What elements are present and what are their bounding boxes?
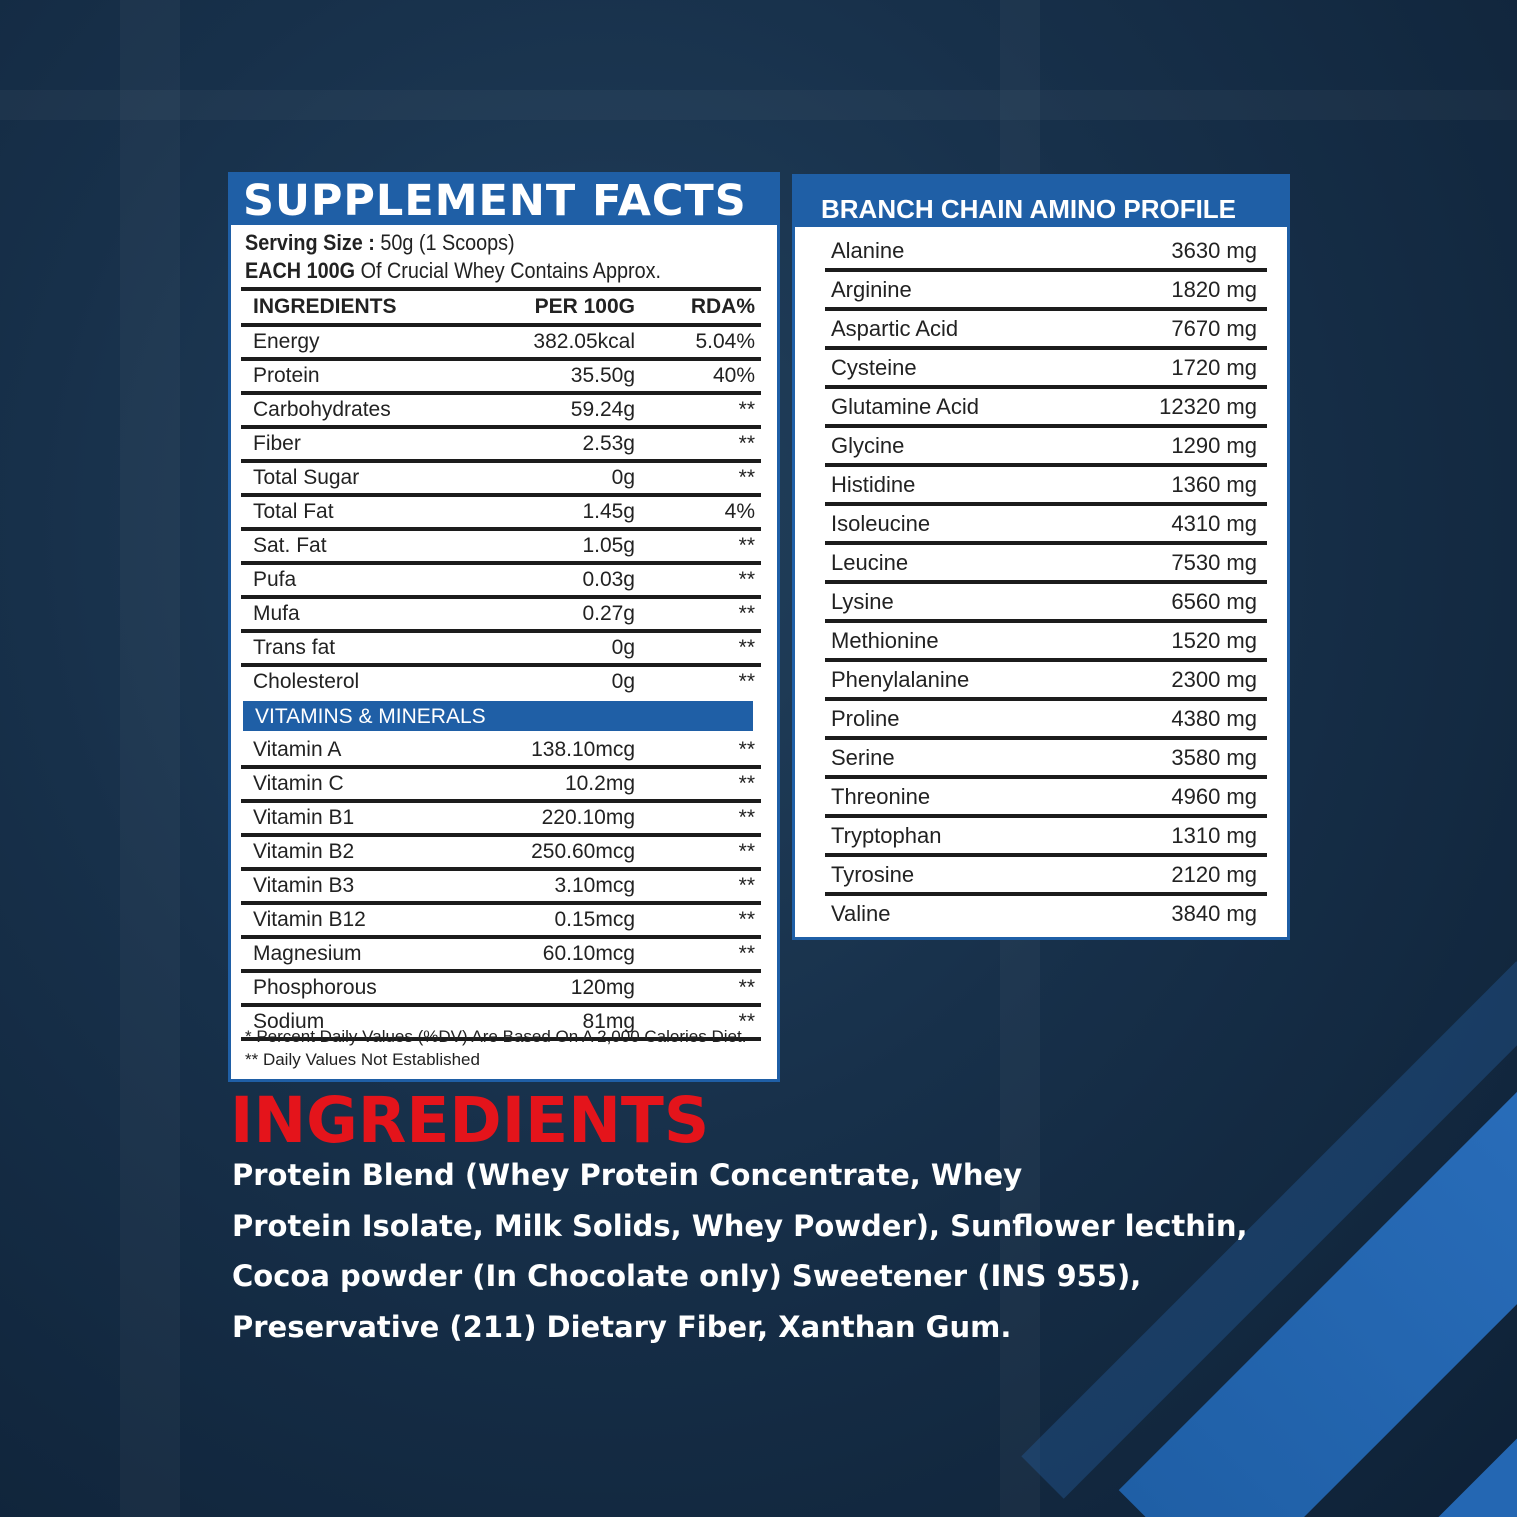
list-item	[825, 272, 1267, 311]
amino-name: Valine	[831, 901, 891, 926]
each-text: Of Crucial Whey Contains Approx.	[360, 258, 661, 283]
ingredients-line: Preservative (211) Dietary Fiber, Xanthan Gum.	[232, 1309, 1012, 1344]
list-item	[825, 467, 1267, 506]
table-row	[241, 361, 761, 395]
table-row	[241, 905, 761, 939]
amino-name: Glutamine Acid	[831, 394, 979, 419]
amino-value: 12320 mg	[1159, 394, 1257, 419]
vitamin-rda: **	[738, 806, 755, 829]
nutrient-value: 0.03g	[582, 568, 635, 591]
vitamins-minerals-header: VITAMINS & MINERALS	[243, 701, 753, 731]
list-item	[825, 857, 1267, 896]
list-item	[825, 701, 1267, 740]
nutrient-value: 0g	[611, 670, 635, 693]
amino-value: 7530 mg	[1171, 550, 1257, 575]
table-row	[241, 871, 761, 905]
vitamin-name: Sodium	[253, 1010, 325, 1033]
nutrient-rda: 5.04%	[695, 330, 755, 353]
nutrient-name: Protein	[253, 364, 320, 387]
list-item	[825, 350, 1267, 389]
list-item	[825, 428, 1267, 467]
amino-name: Alanine	[831, 238, 905, 263]
footnote-not-established: ** Daily Values Not Established	[245, 1050, 480, 1069]
table-row	[241, 633, 761, 667]
each-label: EACH 100G	[245, 258, 356, 283]
table-row	[241, 565, 761, 599]
nutrient-rda: **	[738, 602, 755, 625]
amino-value: 1720 mg	[1171, 355, 1257, 380]
nutrient-name: Carbohydrates	[253, 398, 391, 421]
vitamin-value: 10.2mg	[564, 772, 635, 795]
nutrient-name: Cholesterol	[253, 670, 360, 693]
amino-value: 2120 mg	[1171, 862, 1257, 887]
table-row	[241, 803, 761, 837]
table-row	[241, 837, 761, 871]
serving-info	[231, 225, 777, 285]
amino-name: Tryptophan	[831, 823, 942, 848]
footnote-dv: * Percent Daily Values (%DV) Are Based On A 2,000 Calories Diet.	[245, 1027, 747, 1046]
nutrient-rda: **	[738, 466, 755, 489]
table-row	[241, 429, 761, 463]
nutrient-value: 382.05kcal	[533, 330, 635, 353]
serving-size-line	[245, 229, 724, 257]
table-row	[241, 667, 761, 697]
list-item	[825, 623, 1267, 662]
amino-name: Cysteine	[831, 355, 917, 380]
amino-name: Serine	[831, 745, 895, 770]
vitamin-name: Vitamin A	[253, 738, 342, 761]
amino-value: 4960 mg	[1171, 784, 1257, 809]
list-item	[825, 896, 1267, 931]
amino-name: Arginine	[831, 277, 912, 302]
list-item	[825, 545, 1267, 584]
vitamin-rda: **	[738, 908, 755, 931]
amino-value: 3580 mg	[1171, 745, 1257, 770]
table-row	[241, 327, 761, 361]
amino-name: Methionine	[831, 628, 939, 653]
list-item	[825, 662, 1267, 701]
table-row	[241, 497, 761, 531]
amino-profile-title: BRANCH CHAIN AMINO PROFILE	[795, 177, 1287, 227]
vitamin-rda: **	[738, 738, 755, 761]
amino-profile-panel	[792, 174, 1290, 940]
table-header	[241, 287, 761, 327]
nutrient-value: 0g	[611, 466, 635, 489]
vitamin-value: 120mg	[570, 976, 635, 999]
nutrient-value: 1.05g	[582, 534, 635, 557]
supplement-facts-title: SUPPLEMENT FACTS	[231, 175, 777, 225]
vitamin-name: Magnesium	[253, 942, 362, 965]
amino-value: 3630 mg	[1171, 238, 1257, 263]
table-row	[241, 973, 761, 1007]
amino-name: Lysine	[831, 589, 894, 614]
nutrition-table	[241, 287, 761, 1041]
list-item	[825, 311, 1267, 350]
nutrient-value: 59.24g	[570, 398, 635, 421]
amino-name: Histidine	[831, 472, 916, 497]
vitamin-name: Phosphorous	[253, 976, 377, 999]
amino-value: 4380 mg	[1171, 706, 1257, 731]
vitamin-rda: **	[738, 942, 755, 965]
vitamin-rda: **	[738, 840, 755, 863]
table-row	[241, 769, 761, 803]
vitamin-rda: **	[738, 1010, 755, 1033]
nutrient-value: 2.53g	[582, 432, 635, 455]
list-item	[825, 389, 1267, 428]
nutrient-name: Mufa	[253, 602, 300, 625]
vitamin-value: 3.10mcg	[554, 874, 635, 897]
header-ingredients: INGREDIENTS	[253, 295, 397, 318]
amino-value: 1520 mg	[1171, 628, 1257, 653]
nutrient-value: 0g	[611, 636, 635, 659]
table-row	[241, 531, 761, 565]
list-item	[825, 740, 1267, 779]
nutrient-rda: **	[738, 398, 755, 421]
nutrient-value: 0.27g	[582, 602, 635, 625]
amino-name: Isoleucine	[831, 511, 931, 536]
background-beam	[0, 90, 1517, 120]
nutrient-value: 35.50g	[570, 364, 635, 387]
vitamin-value: 60.10mcg	[542, 942, 635, 965]
amino-name: Leucine	[831, 550, 909, 575]
nutrient-name: Energy	[253, 330, 320, 353]
header-rda: RDA%	[690, 295, 755, 318]
amino-value: 4310 mg	[1171, 511, 1257, 536]
list-item	[825, 818, 1267, 857]
vitamin-name: Vitamin C	[253, 772, 344, 795]
nutrient-name: Sat. Fat	[253, 534, 327, 557]
table-row	[241, 939, 761, 973]
vitamin-name: Vitamin B3	[253, 874, 355, 897]
list-item	[825, 233, 1267, 272]
vitamin-rda: **	[738, 874, 755, 897]
amino-value: 1820 mg	[1171, 277, 1257, 302]
table-row	[241, 463, 761, 497]
vitamin-value: 81mg	[582, 1010, 635, 1033]
vitamin-value: 138.10mcg	[531, 738, 635, 761]
nutrient-rda: **	[738, 534, 755, 557]
list-item	[825, 584, 1267, 623]
table-row	[241, 395, 761, 429]
ingredients-heading: INGREDIENTS	[230, 1084, 710, 1157]
vitamin-rda: **	[738, 976, 755, 999]
amino-list	[825, 233, 1267, 931]
nutrient-value: 1.45g	[582, 500, 635, 523]
amino-name: Threonine	[831, 784, 931, 809]
vitamin-value: 0.15mcg	[554, 908, 635, 931]
supplement-facts-panel	[228, 172, 780, 1082]
ingredients-text	[232, 1150, 1248, 1352]
nutrient-rda: **	[738, 670, 755, 693]
nutrient-name: Fiber	[253, 432, 301, 455]
amino-name: Proline	[831, 706, 900, 731]
vitamin-rda: **	[738, 772, 755, 795]
nutrient-rda: **	[738, 636, 755, 659]
serving-size-value: 50g (1 Scoops)	[380, 230, 515, 255]
table-row	[241, 735, 761, 769]
nutrient-rda: 4%	[724, 500, 755, 523]
amino-value: 6560 mg	[1171, 589, 1257, 614]
list-item	[825, 506, 1267, 545]
footnotes	[245, 1025, 746, 1071]
vitamin-name: Vitamin B12	[253, 908, 366, 931]
amino-name: Tyrosine	[831, 862, 915, 887]
ingredients-line: Protein Isolate, Milk Solids, Whey Powder), Sunflower lecthin,	[232, 1208, 1248, 1243]
amino-value: 1360 mg	[1171, 472, 1257, 497]
ingredients-line: Cocoa powder (In Chocolate only) Sweetener (INS 955),	[232, 1259, 1142, 1293]
amino-value: 7670 mg	[1171, 316, 1257, 341]
background-beam	[120, 0, 180, 1517]
nutrient-rda: **	[738, 432, 755, 455]
header-per100: PER 100G	[534, 295, 635, 318]
vitamin-value: 250.60mcg	[531, 840, 635, 863]
amino-value: 2300 mg	[1171, 667, 1257, 692]
amino-value: 1310 mg	[1171, 823, 1257, 848]
amino-name: Glycine	[831, 433, 905, 458]
serving-size-label: Serving Size :	[245, 230, 375, 255]
each-line	[245, 257, 724, 285]
nutrient-name: Trans fat	[253, 636, 336, 659]
nutrient-rda: **	[738, 568, 755, 591]
nutrient-name: Total Fat	[253, 500, 334, 523]
vitamin-value: 220.10mg	[541, 806, 635, 829]
nutrient-name: Pufa	[253, 568, 297, 591]
vitamin-name: Vitamin B2	[253, 840, 355, 863]
list-item	[825, 779, 1267, 818]
amino-name: Aspartic Acid	[831, 316, 959, 341]
ingredients-line: Protein Blend (Whey Protein Concentrate, Whey	[232, 1158, 1023, 1192]
nutrient-name: Total Sugar	[253, 466, 360, 489]
table-row	[241, 599, 761, 633]
vitamin-name: Vitamin B1	[253, 806, 355, 829]
amino-value: 3840 mg	[1171, 901, 1257, 926]
amino-name: Phenylalanine	[831, 667, 970, 692]
nutrient-rda: 40%	[712, 364, 755, 387]
amino-value: 1290 mg	[1171, 433, 1257, 458]
